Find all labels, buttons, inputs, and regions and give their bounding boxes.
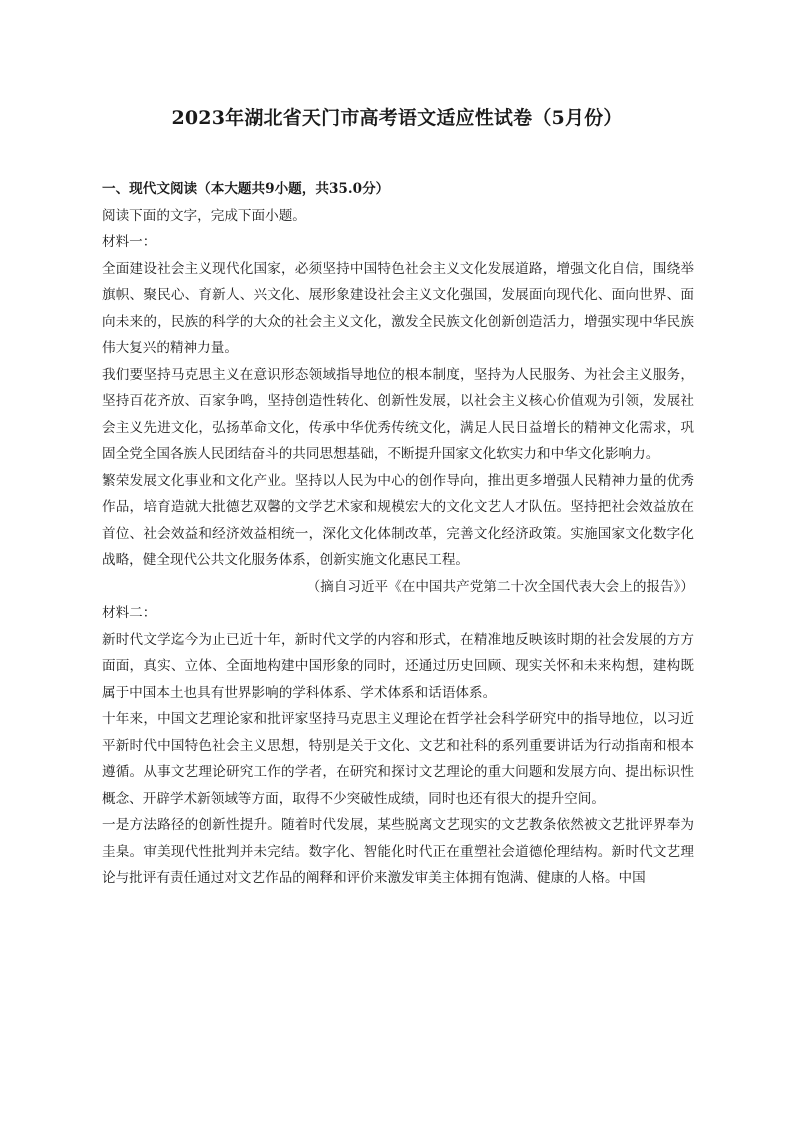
material2-paragraph-2: 十年来，中国文艺理论家和批评家坚持马克思主义理论在哲学社会科学研究中的指导地位，以习近平新时代中国特色社会主义思想，特别是关于文化、文艺和社科的系列重要讲话为行动指南和根本遵循。从事文艺理论研究工作的学者，在研究和探讨文艺理论的重大问题和发展方向、提出标识性概念、开辟学术新领域等方面，取得不少突破性成绩，同时也还有很大的提升空间。 (102, 711, 694, 807)
material1-paragraph-3: 繁荣发展文化事业和文化产业。坚持以人民为中心的创作导向，推出更多增强人民精神力量的优秀作品，培育造就大批德艺双馨的文学艺术家和规模宏大的文化文艺人才队伍。坚持把社会效益放在首位、社会效益和经济效益相统一，深化文化体制改革，完善文化经济政策。实施国家文化数字化战略，健全现代公共文化服务体系，创新实施文化惠民工程。 (102, 472, 694, 568)
material2-paragraph-3: 一是方法路径的创新性提升。随着时代发展，某些脱离文艺现实的文艺教条依然被文艺批评界奉为圭臬。审美现代性批判并未完结。数字化、智能化时代正在重塑社会道德伦理结构。新时代文艺理论与批评有责任通过对文艺作品的阐释和评价来激发审美主体拥有饱满、健康的人格。中国 (102, 817, 694, 886)
instruction-text: 阅读下面的文字，完成下面小题。 (102, 207, 306, 224)
material2-label: 材料二： (102, 605, 157, 621)
material1-label: 材料一： (102, 234, 157, 250)
section-heading: 一、现代文阅读（本大题共9小题，共35.0分） (102, 181, 390, 197)
document-content (102, 176, 694, 892)
material1-paragraph-1: 全面建设社会主义现代化国家，必须坚持中国特色社会主义文化发展道路，增强文化自信，围绕举旗帜、聚民心、育新人、兴文化、展形象建设社会主义文化强国，发展面向现代化、面向世界、面向未来的，民族的科学的大众的社会主义文化，激发全民族文化创新创造活力，增强实现中华民族伟大复兴的精神力量。 (102, 260, 694, 356)
material2-paragraph-1: 新时代文学迄今为止已近十年，新时代文学的内容和形式，在精准地反映该时期的社会发展的方方面面，真实、立体、全面地构建中国形象的同时，还通过历史回顾、现实关怀和未来构想，建构既属于中国本土也具有世界影响的学科体系、学术体系和话语体系。 (102, 631, 694, 701)
material1-source: （摘自习近平《在中国共产党第二十次全国代表大会上的报告》） (306, 578, 694, 595)
material1-paragraph-2: 我们要坚持马克思主义在意识形态领域指导地位的根本制度，坚持为人民服务、为社会主义服务，坚持百花齐放、百家争鸣，坚持创造性转化、创新性发展，以社会主义核心价值观为引领，发展社会主义先进文化，弘扬革命文化，传承中华优秀传统文化，满足人民日益增长的精神文化需求，巩固全党全国各族人民团结奋斗的共同思想基础，不断提升国家文化软实力和中华文化影响力。 (102, 366, 694, 462)
document-title: 2023年湖北省天门市高考语文适应性试卷（5月份） (171, 107, 623, 129)
